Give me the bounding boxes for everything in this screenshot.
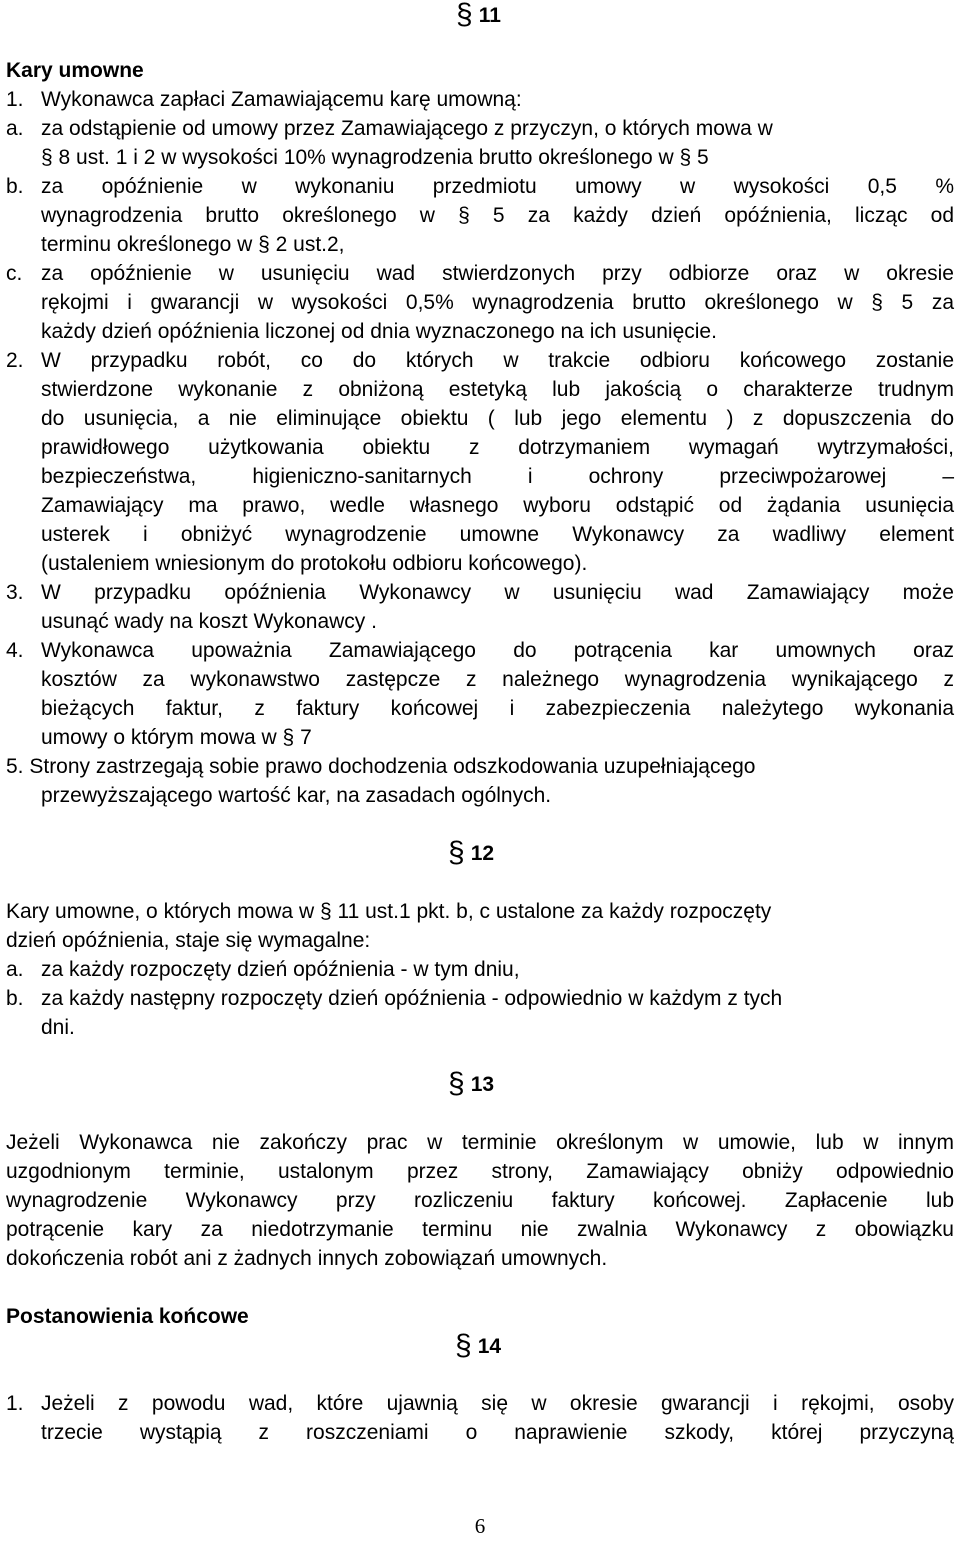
point-4-label: 4. [6, 639, 24, 662]
section-sign: § [456, 0, 473, 31]
item-a-line-1 [6, 114, 954, 143]
page-number: 6 [474, 1514, 486, 1538]
section-12-item-a-text: za każdy rozpoczęty dzień opóźnienia - w tym dniu, [41, 958, 520, 981]
section-14-line-1 [6, 1389, 954, 1418]
item-b-line-3: terminu określonego w § 2 ust.2, [41, 233, 345, 256]
section-sign: § [455, 1329, 472, 1362]
section-12-item-a-label: a. [6, 958, 24, 981]
section-12-item-b-line-1 [6, 984, 954, 1013]
point-2-text-1: W przypadku robót, co do których w trakcie odbioru końcowego zostanie [41, 349, 954, 372]
point-2-line-7: usterek i obniżyć wynagrodzenie umowne Wykonawcy za wadliwy element [41, 523, 954, 546]
point-2-line-3: do usunięcia, a nie eliminujące obiektu ( lub jego elementu ) z dopuszczenia do [41, 407, 954, 430]
point-2-line-6: Zamawiający ma prawo, wedle własnego wyboru odstąpić od żądania usunięcia [41, 494, 954, 517]
point-2-line-5: bezpieczeństwa, higieniczno-sanitarnych i ochrony przeciwpożarowej – [41, 465, 954, 488]
point-3-text-1: W przypadku opóźnienia Wykonawcy w usunięciu wad Zamawiający może [41, 581, 954, 604]
section-12-item-a [6, 955, 954, 984]
section-12-item-b-label: b. [6, 987, 24, 1010]
section-sign: § [448, 836, 465, 869]
point-5-line-1: 5. Strony zastrzegają sobie prawo dochodzenia odszkodowania uzupełniającego [6, 755, 756, 778]
point-3-line-2: usunąć wady na koszt Wykonawcy . [41, 610, 377, 633]
item-c-line-2: rękojmi i gwarancji w wysokości 0,5% wynagrodzenia brutto określonego w § 5 za [41, 291, 954, 314]
item-c-line-3: każdy dzień opóźnienia liczonej od dnia wyznaczonego na ich usunięcie. [41, 320, 717, 343]
section-13-line-5: dokończenia robót ani z żadnych innych zobowiązań umownych. [6, 1247, 608, 1270]
section-14-line-2: trzecie wystąpią z roszczeniami o naprawienie szkody, której przyczyną [41, 1421, 954, 1444]
point-4-text-1: Wykonawca upoważnia Zamawiającego do potrącenia kar umownych oraz [41, 639, 954, 662]
section-12-line-1: Kary umowne, o których mowa w § 11 ust.1 pkt. b, c ustalone za każdy rozpoczęty [6, 900, 772, 923]
point-1-label: 1. [6, 88, 24, 111]
item-c-label: c. [6, 262, 23, 285]
point-4-line-2: kosztów za wykonawstwo zastępcze z należnego wynagrodzenia wynikającego z [41, 668, 954, 691]
section-14-heading [455, 1331, 501, 1361]
kary-umowne-title: Kary umowne [6, 59, 144, 82]
section-13-line-1: Jeżeli Wykonawca nie zakończy prac w terminie określonym w umowie, lub w innym [6, 1131, 954, 1154]
section-13-line-2: uzgodnionym terminie, ustalonym przez strony, Zamawiający obniży odpowiednio [6, 1160, 954, 1183]
section-number: 12 [470, 842, 495, 865]
item-b-label: b. [6, 175, 24, 198]
point-1-text: Wykonawca zapłaci Zamawiającemu karę umowną: [41, 88, 522, 111]
section-sign: § [448, 1067, 465, 1100]
section-12-heading [448, 838, 494, 868]
point-4-line-1 [6, 636, 954, 665]
point-2-label: 2. [6, 349, 24, 372]
section-12-item-b-text-1: za każdy następny rozpoczęty dzień opóźnienia - odpowiednio w każdym z tych [41, 987, 783, 1010]
point-3-line-1 [6, 578, 954, 607]
item-c-text-1: za opóźnienie w usunięciu wad stwierdzonych przy odbiorze oraz w okresie [41, 262, 954, 285]
section-13-line-3: wynagrodzenie Wykonawcy przy rozliczeniu faktury końcowej. Zapłacenie lub [6, 1189, 954, 1212]
point-1 [6, 85, 954, 114]
point-2-line-8: (ustaleniem wniesionym do protokołu odbioru końcowego). [41, 552, 588, 575]
item-b-line-1 [6, 172, 954, 201]
item-a-line-2: § 8 ust. 1 i 2 w wysokości 10% wynagrodzenia brutto określonego w § 5 [41, 146, 709, 169]
section-13-line-4: potrącenie kary za niedotrzymanie terminu nie zwalnia Wykonawcy z obowiązku [6, 1218, 954, 1241]
section-13-heading [448, 1069, 494, 1099]
point-3-label: 3. [6, 581, 24, 604]
postanowienia-koncowe-title: Postanowienia końcowe [6, 1305, 249, 1328]
item-b-line-2: wynagrodzenia brutto określonego w § 5 za każdy dzień opóźnienia, licząc od [41, 204, 954, 227]
item-a-label: a. [6, 117, 24, 140]
section-14-label: 1. [6, 1392, 24, 1415]
section-number: 14 [477, 1335, 502, 1358]
section-number: 13 [470, 1073, 495, 1096]
point-4-line-4: umowy o którym mowa w § 7 [41, 726, 312, 749]
point-2-line-4: prawidłowego użytkowania obiektu z dotrzymaniem wymagań wytrzymałości, [41, 436, 954, 459]
section-12-item-b-line-2: dni. [41, 1016, 75, 1039]
section-14-text-1: Jeżeli z powodu wad, które ujawnią się w okresie gwarancji i rękojmi, osoby [41, 1392, 954, 1415]
item-b-text-1: za opóźnienie w wykonaniu przedmiotu umowy w wysokości 0,5 % [41, 175, 954, 198]
point-2-line-2: stwierdzone wykonanie z obniżoną estetyką lub jakością o charakterze trudnym [41, 378, 954, 401]
item-a-text-1: za odstąpienie od umowy przez Zamawiającego z przyczyn, o których mowa w [41, 117, 773, 140]
item-c-line-1 [6, 259, 954, 288]
section-12-line-2: dzień opóźnienia, staje się wymagalne: [6, 929, 371, 952]
point-5-line-2: przewyższającego wartość kar, na zasadach ogólnych. [41, 784, 552, 807]
point-4-line-3: bieżących faktur, z faktury końcowej i zabezpieczenia należytego wykonania [41, 697, 954, 720]
section-11-heading [456, 0, 501, 30]
section-number: 11 [478, 4, 501, 27]
point-2-line-1 [6, 346, 954, 375]
